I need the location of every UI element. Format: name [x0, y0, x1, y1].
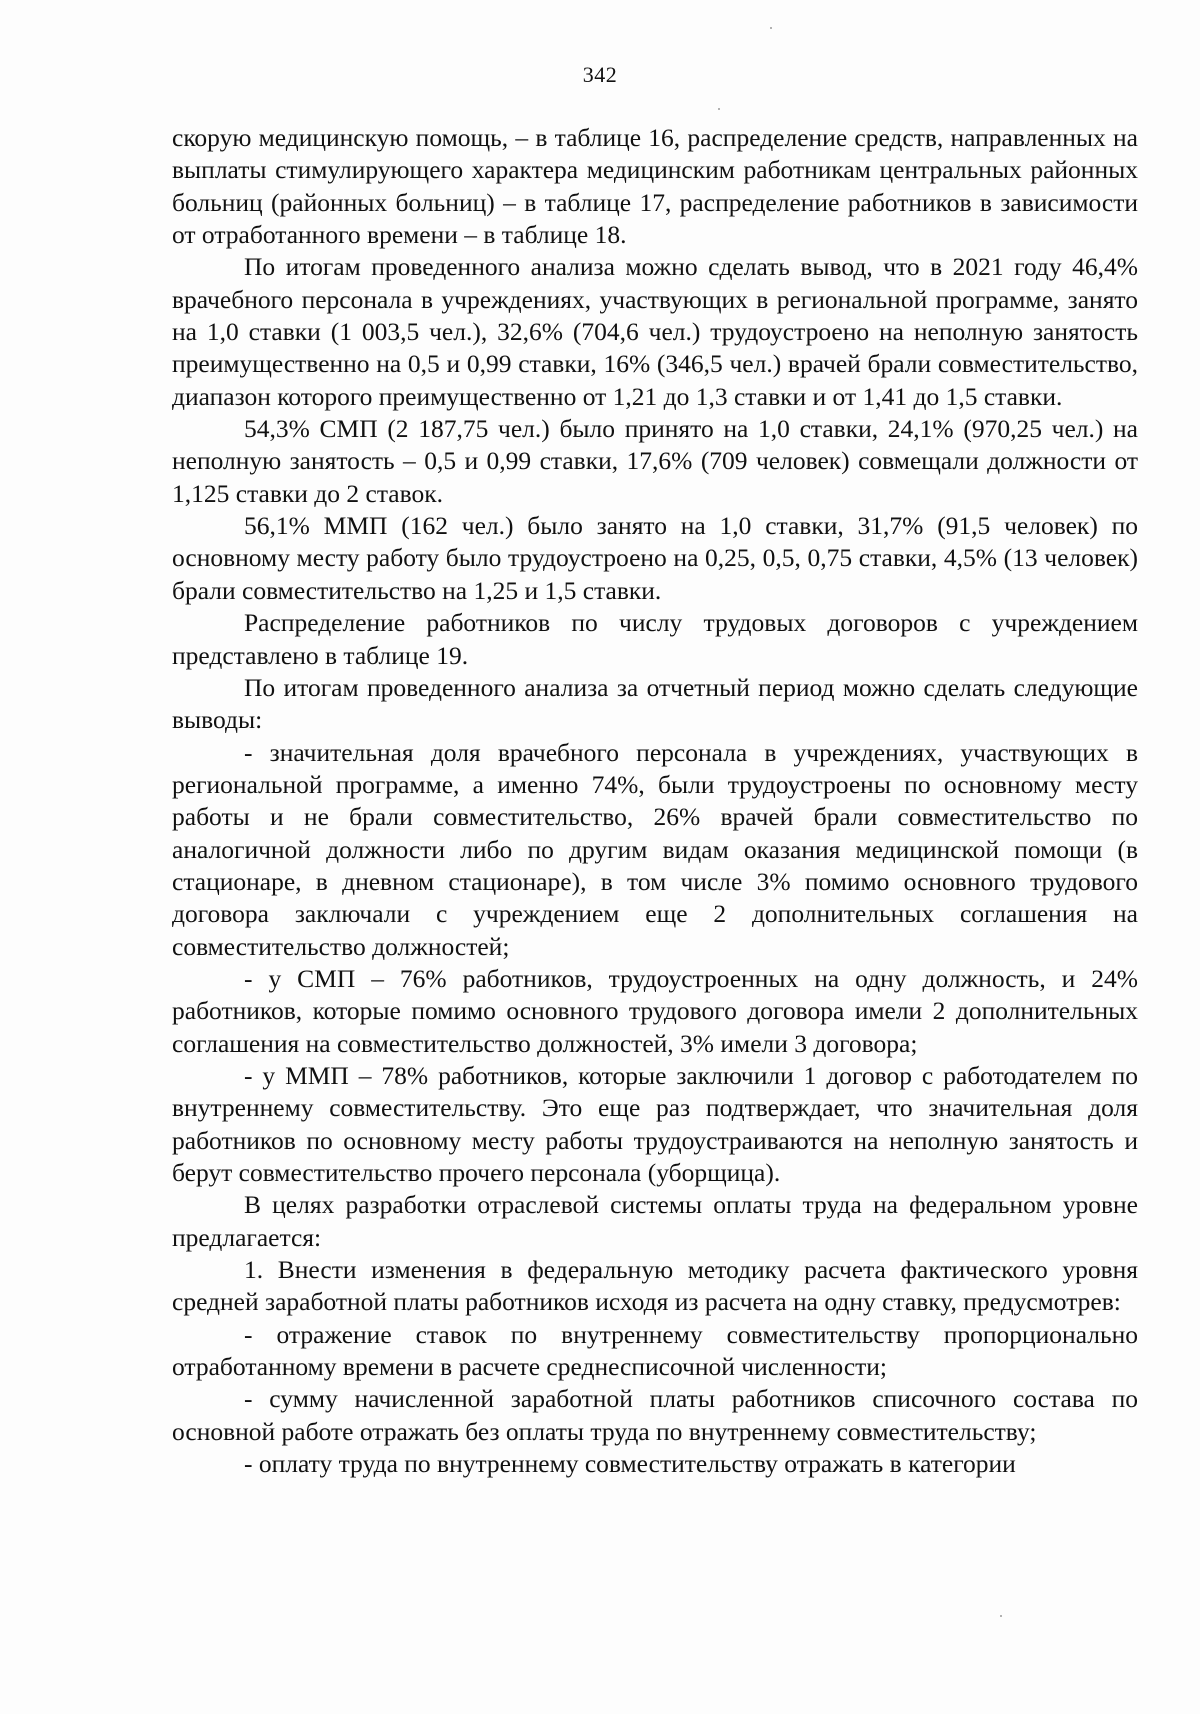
list-item: - значительная доля врачебного персонала в учреждениях, участвующих в региональной программе, а именно 74%, были трудоустроены по основному месту работы и не брали совместительство, 26% врачей брали совместительство по аналогичной должности либо по другим видам оказания медицинской помощи (в стационаре, в дневном стационаре), в том числе 3% помимо основного трудового договора заключали с учреждением еще 2 дополнительных соглашения на совместительство должностей; [172, 737, 1138, 961]
scan-speck [1000, 1615, 1002, 1617]
page-number: 342 [582, 62, 618, 87]
list-item: - оплату труда по внутреннему совместительству отражать в категории [244, 1449, 1016, 1479]
paragraph: По итогам проведенного анализа за отчетный период можно сделать следующие выводы: [172, 672, 1138, 735]
paragraph: 54,3% СМП (2 187,75 чел.) было принято на 1,0 ставки, 24,1% (970,25 чел.) на неполную занятость – 0,5 и 0,99 ставки, 17,6% (709 человек) совмещали должности от 1,125 ставки до 2 ставок. [172, 414, 1138, 508]
numbered-item: 1. Внести изменения в федеральную методику расчета фактического уровня средней заработной платы работников исходя из расчета на одну ставку, предусмотрев: [172, 1255, 1138, 1317]
list-item: - у ММП – 78% работников, которые заключили 1 договор с работодателем по внутреннему совместительству. Это еще раз подтверждает, что значительная доля работников по основному месту работы трудоустраиваются на неполную занятость и берут совместительство прочего персонала (уборщица). [172, 1060, 1138, 1187]
page-body [172, 122, 1138, 1480]
scan-speck [770, 27, 772, 29]
list-item: - сумму начисленной заработной платы работников списочного состава по основной работе отражать без оплаты труда по внутреннему совместительству; [172, 1384, 1138, 1446]
scan-speck [718, 108, 720, 110]
paragraph: Распределение работников по числу трудовых договоров с учреждением представлено в таблице 19. [172, 608, 1138, 670]
list-item: - у СМП – 76% работников, трудоустроенных на одну должность, и 24% работников, которые помимо основного трудового договора имели 2 дополнительных соглашения на совместительство должностей, 3% имели 3 договора; [172, 963, 1138, 1058]
paragraph: По итогам проведенного анализа можно сделать вывод, что в 2021 году 46,4% врачебного персонала в учреждениях, участвующих в региональной программе, занято на 1,0 ставки (1 003,5 чел.), 32,6% (704,6 чел.) трудоустроено на неполную занятость преимущественно на 0,5 и 0,99 ставки, 16% (346,5 чел.) врачей брали совместительство, диапазон которого преимущественно от 1,21 до 1,3 ставки и от 1,41 до 1,5 ставки. [172, 252, 1138, 411]
paragraph: В целях разработки отраслевой системы оплаты труда на федеральном уровне предлагается: [172, 1190, 1138, 1252]
paragraph: скорую медицинскую помощь, – в таблице 16, распределение средств, направленных на выплаты стимулирующего характера медицинским работникам центральных районных больниц (районных больниц) – в таблице 17, распределение работников в зависимости от отработанного времени – в таблице 18. [172, 123, 1138, 250]
list-item: - отражение ставок по внутреннему совместительству пропорционально отработанному времени в расчете среднесписочной численности; [172, 1319, 1138, 1382]
paragraph: 56,1% ММП (162 чел.) было занято на 1,0 ставки, 31,7% (91,5 человек) по основному месту работу было трудоустроено на 0,25, 0,5, 0,75 ставки, 4,5% (13 человек) брали совместительство на 1,25 и 1,5 ставки. [172, 511, 1138, 605]
